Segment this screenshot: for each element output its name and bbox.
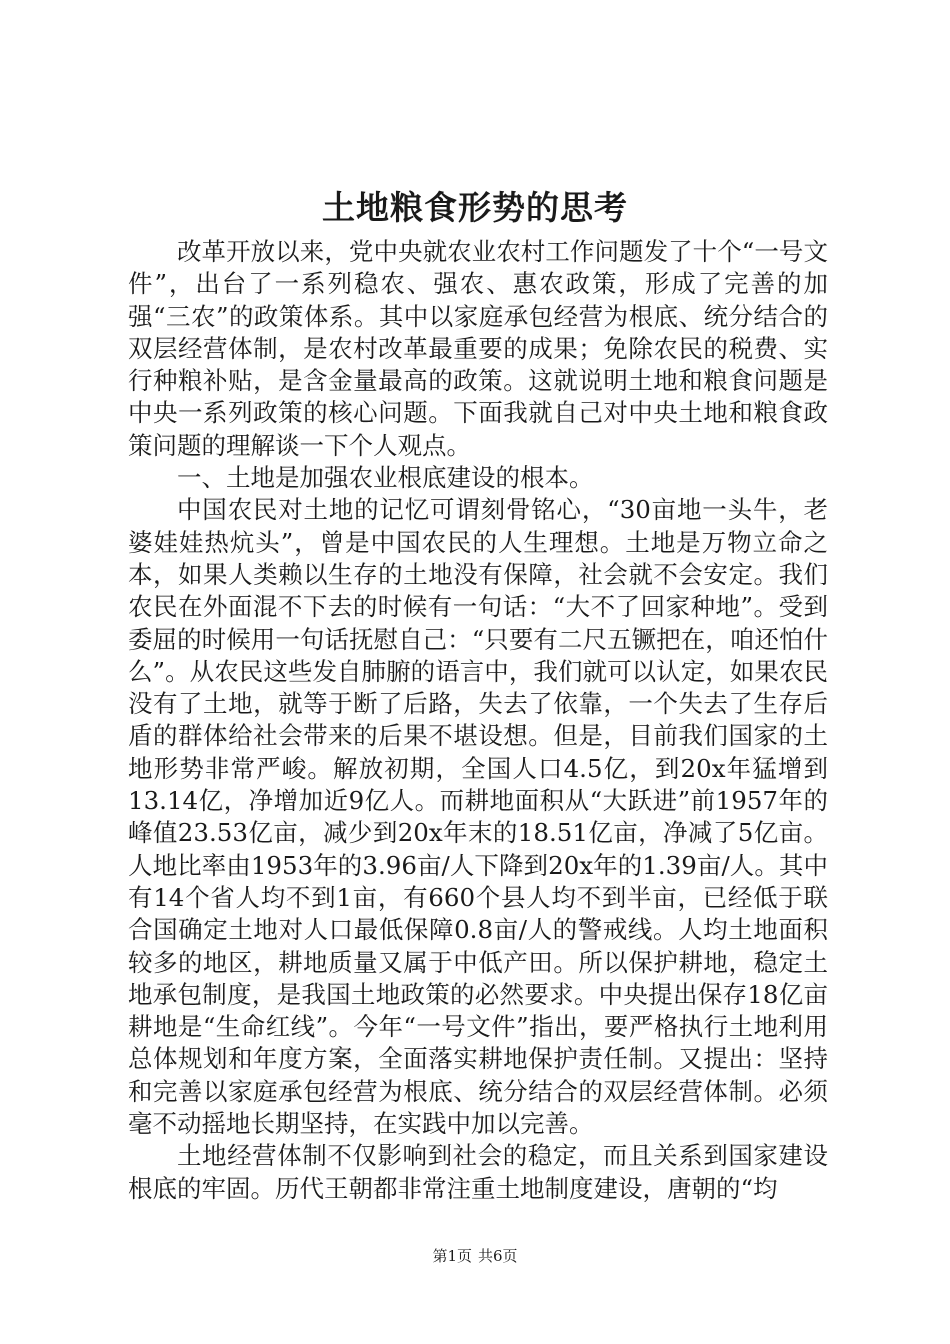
section-heading-1: 一、土地是加强农业根底建设的根本。 xyxy=(177,463,594,493)
page-number: 第1页 xyxy=(432,1247,472,1265)
paragraph-land-situation: 中国农民对土地的记忆可谓刻骨铭心，“30亩地一头牛，老婆娃娃热炕头”，曾是中国农民的人生理想。土地是万物立命之本，如果人类赖以生存的土地没有保障，社会就不会安定。我们农民在外面混不下去的时候有一句话：“大不了回家种地”。受到委屈的时候用一句话抚慰自己：“只要有二尺五镢把在，咱还怕什么”。从农民这些发自肺腑的语言中，我们就可以认定，如果农民没有了土地，就等于断了后路，失去了依靠，一个失去了生存后盾的群体给社会带来的后果不堪设想。但是，目前我们国家的土地形势非常严峻。解放初期，全国人口4.5亿，到20x年猛增到13.14亿，净增加近9亿人。而耕地面积从“大跃进”前1957年的峰值23.53亿亩，减少到20x年末的18.51亿亩，净减了5亿亩。人地比率由1953年的3.96亩/人下降到20x年的1.39亩/人。其中有14个省人均不到1亩，有660个县人均不到半亩，已经低于联合国确定土地对人口最低保障0.8亩/人的警戒线。人均土地面积较多的地区，耕地质量又属于中低产田。所以保护耕地，稳定土地承包制度，是我国土地政策的必然要求。中央提出保存18亿亩耕地是“生命红线”。今年“一号文件”指出，要严格执行土地利用总体规划和年度方案，全面落实耕地保护责任制。又提出：坚持和完善以家庭承包经营为根底、统分结合的双层经营体制。必须毫不动摇地长期坚持，在实践中加以完善。 xyxy=(128,495,828,1139)
document-body xyxy=(128,236,828,1205)
page-footer xyxy=(0,1246,950,1266)
document-title: 土地粮食形势的思考 xyxy=(322,188,628,227)
paragraph-land-system: 土地经营体制不仅影响到社会的稳定，而且关系到国家建设根底的牢固。历代王朝都非常注重土地制度建设，唐朝的“均 xyxy=(128,1141,828,1203)
page-total: 共6页 xyxy=(478,1247,518,1265)
paragraph-intro: 改革开放以来，党中央就农业农村工作问题发了十个“一号文件”，出台了一系列稳农、强农、惠农政策，形成了完善的加强“三农”的政策体系。其中以家庭承包经营为根底、统分结合的双层经营体制，是农村改革最重要的成果；免除农民的税费、实行种粮补贴，是含金量最高的政策。这就说明土地和粮食问题是中央一系列政策的核心问题。下面我就自己对中央土地和粮食政策问题的理解谈一下个人观点。 xyxy=(128,237,828,460)
